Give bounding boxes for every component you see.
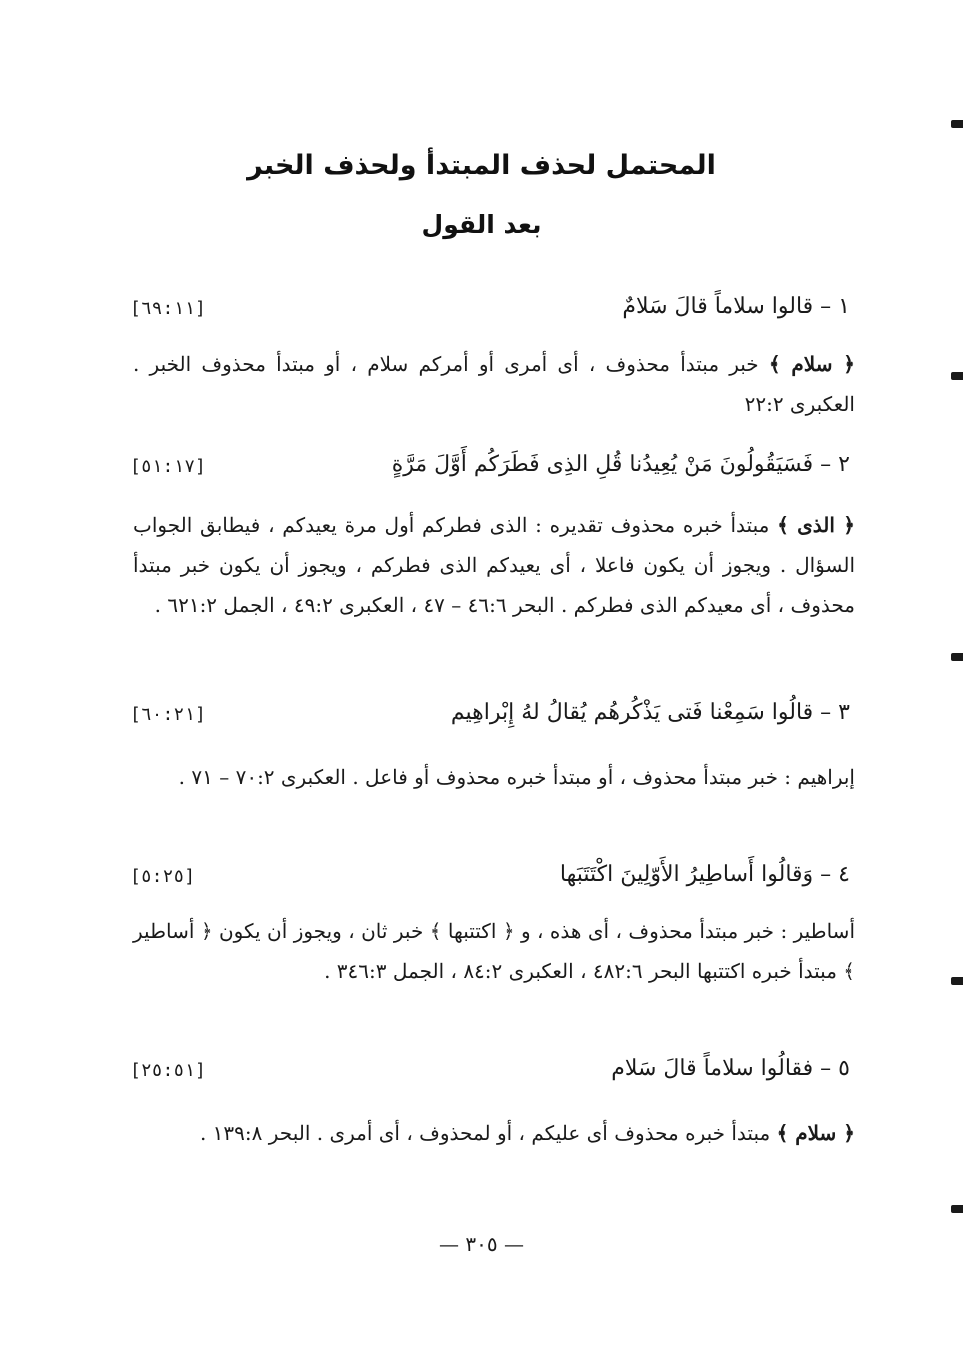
verse-reference: [٥:٢٥] xyxy=(130,866,196,887)
verse-text: ٤ – وَقالُوا أَساطِيرُ الأَوّلِينَ اكْتَتَبَها xyxy=(559,862,850,887)
verse-line-5 xyxy=(130,1056,850,1096)
commentary-text: خبر مبتدأ محذوف ، أى أمرى أو أمركم سلام ، أو مبتدأ محذوف الخبر . العكبرى ٢٢:٢ xyxy=(133,352,855,416)
commentary-paragraph-3 xyxy=(133,757,855,797)
scan-edge-mark xyxy=(951,653,963,661)
verse-line-1 xyxy=(130,294,850,334)
verse-reference: [٦٩:١١] xyxy=(130,298,206,319)
verse-line-2 xyxy=(130,452,850,492)
commentary-text: مبتدأ خبره محذوف أى عليكم ، أو لمحذوف ، أى أمرى . البحر ١٣٩:٨ . xyxy=(199,1121,777,1145)
commentary-paragraph-2 xyxy=(133,505,855,625)
commentary-text: أساطير : خبر مبتدأ محذوف ، أى هذه ، و ﴿ اكتتبها ﴾ خبر ثان ، ويجوز أن يكون ﴿ أساطير ﴾ مبتدأ خبره اكتتبها البحر ٤٨٢:٦ ، العكبرى ٨٤:٢ ، الجمل ٣٤٦:٣ . xyxy=(133,919,855,983)
verse-line-4 xyxy=(130,862,850,902)
commentary-paragraph-4 xyxy=(133,911,855,991)
commentary-text: إبراهيم : خبر مبتدأ محذوف ، أو مبتدأ خبره محذوف أو فاعل . العكبرى ٧٠:٢ – ٧١ . xyxy=(178,765,855,789)
verse-line-3 xyxy=(130,700,850,740)
verse-reference: [٦٠:٢١] xyxy=(130,704,206,725)
page-title: المحتمل لحذف المبتدأ ولحذف الخبر xyxy=(247,150,716,181)
scan-edge-mark xyxy=(951,977,963,985)
verse-text: ٥ – فقالُوا سلاماً قالَ سَلام xyxy=(611,1056,850,1081)
verse-reference: [٢٥:٥١] xyxy=(130,1060,206,1081)
verse-text: ٢ – فَسَيَقُولُونَ مَنْ يُعِيدُنا قُلِ الذِى فَطَرَكُم أَوَّلَ مَرَّةٍ xyxy=(391,452,850,477)
verse-reference: [٥١:١٧] xyxy=(130,456,206,477)
scan-edge-mark xyxy=(951,1205,963,1213)
keyword: ﴿ الذى ﴾ xyxy=(777,513,855,537)
scan-edge-mark xyxy=(951,120,963,128)
commentary-text: مبتدأ خبره محذوف تقديره : الذى فطركم أول مرة يعيدكم ، فيطابق الجواب السؤال . ويجوز أن يكون فاعلا ، أى يعيدكم الذى فطركم ، ويجوز أن يكون خبر مبتدأ محذوف ، أى معيدكم الذى فطركم . البحر ٤٦:٦ – ٤٧ ، العكبرى ٤٩:٢ ، الجمل ٦٢١:٢ . xyxy=(133,513,855,617)
page-number: — ٣٠٥ — xyxy=(439,1232,524,1256)
scan-edge-mark xyxy=(951,372,963,380)
verse-text: ٣ – قالُوا سَمِعْنا فَتى يَذْكُرهُم يُقالُ لهُ إِبْراهِيم xyxy=(450,700,850,725)
keyword: ﴿ سلام ﴾ xyxy=(776,1121,855,1145)
commentary-paragraph-5 xyxy=(133,1113,855,1153)
keyword: ﴿ سلام ﴾ xyxy=(768,352,856,376)
page-subtitle: بعد القول xyxy=(421,210,542,239)
verse-text: ١ – قالوا سلاماً قالَ سَلامٌ xyxy=(622,294,850,319)
commentary-paragraph-1 xyxy=(133,344,855,424)
